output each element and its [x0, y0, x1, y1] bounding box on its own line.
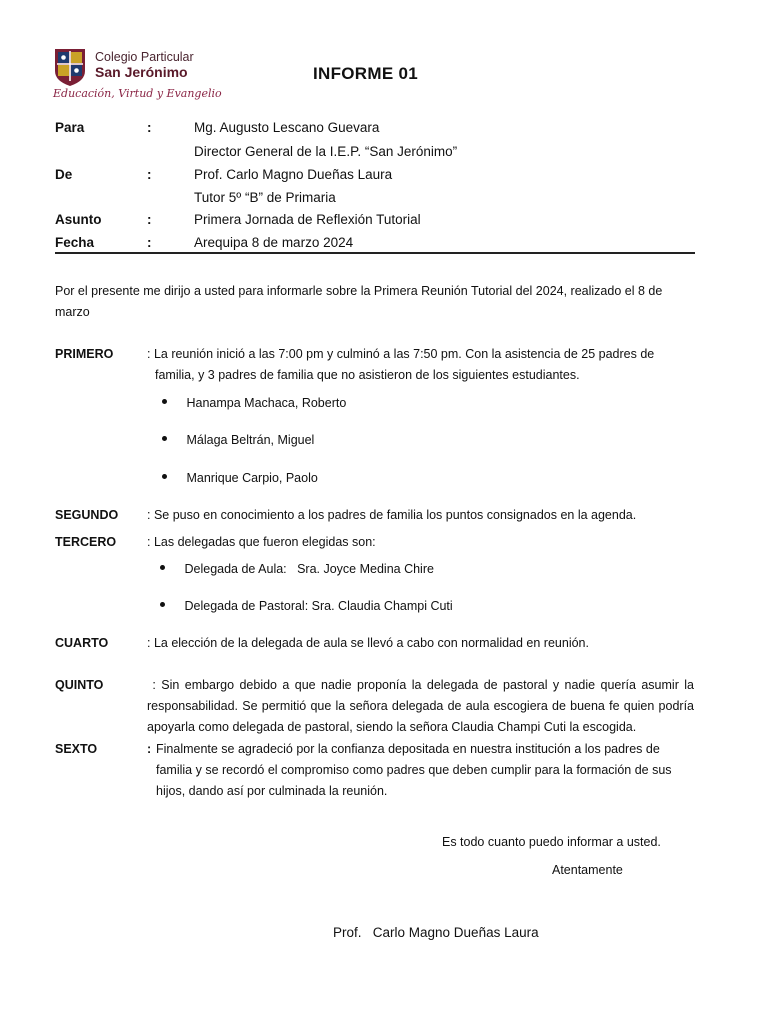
delegate-text: Delegada de Aula: Sra. Joyce Medina Chire	[184, 562, 434, 576]
sexto-text-line1: Finalmente se agradeció por la confianza depositada en nuestra institución a los padres de	[156, 742, 660, 756]
delegate-text: Delegada de Pastoral: Sra. Claudia Champi Cuti	[184, 599, 453, 613]
bullet-icon	[162, 399, 167, 404]
asunto-label: Asunto	[55, 212, 102, 227]
para-colon: :	[147, 120, 152, 135]
fecha-colon: :	[147, 235, 152, 250]
report-title: INFORME 01	[313, 64, 419, 83]
sexto-colon: :	[147, 742, 152, 756]
school-shield-icon	[53, 47, 87, 87]
segundo-label: SEGUNDO	[55, 508, 119, 522]
delegate-item	[160, 596, 453, 617]
school-name-line2: San Jerónimo	[95, 64, 188, 80]
fecha-label: Fecha	[55, 235, 95, 250]
closing-line: Es todo cuanto puedo informar a usted.	[442, 835, 661, 849]
bullet-icon	[162, 436, 167, 441]
absent-student-item	[162, 393, 346, 414]
fecha-value: Arequipa 8 de marzo 2024	[194, 235, 354, 250]
header-divider	[55, 252, 695, 254]
para-label: Para	[55, 120, 85, 135]
intro-paragraph: Por el presente me dirijo a usted para informarle sobre la Primera Reunión Tutorial del 2024, realizado el 8 de marzo	[55, 284, 663, 319]
signature-name: Prof. Carlo Magno Dueñas Laura	[333, 925, 539, 940]
absent-student-item	[162, 468, 318, 489]
primero-text-line2: familia, y 3 padres de familia que no asistieron de los siguientes estudiantes.	[155, 368, 580, 382]
delegate-item	[160, 559, 434, 580]
de-label: De	[55, 167, 73, 182]
school-name-line1: Colegio Particular	[95, 50, 194, 64]
tercero-text: : Las delegadas que fueron elegidas son:	[147, 535, 376, 549]
absent-student-name: Manrique Carpio, Paolo	[186, 471, 318, 485]
de-colon: :	[147, 167, 152, 182]
cuarto-text: : La elección de la delegada de aula se llevó a cabo con normalidad en reunión.	[147, 636, 589, 650]
para-value: Mg. Augusto Lescano Guevara	[194, 120, 380, 135]
cuarto-label: CUARTO	[55, 636, 109, 650]
primero-text-line1: : La reunión inició a las 7:00 pm y culminó a las 7:50 pm. Con la asistencia de 25 padres de	[147, 347, 655, 361]
bullet-icon	[160, 602, 165, 607]
tercero-label: TERCERO	[55, 535, 117, 549]
absent-student-name: Hanampa Machaca, Roberto	[186, 396, 347, 410]
para-value-title: Director General de la I.E.P. “San Jerónimo”	[194, 144, 458, 159]
sexto-text-line3: hijos, dando así por culminada la reunión.	[156, 784, 388, 798]
asunto-colon: :	[147, 212, 152, 227]
bullet-icon	[160, 565, 165, 570]
primero-label: PRIMERO	[55, 347, 114, 361]
de-value: Prof. Carlo Magno Dueñas Laura	[194, 167, 393, 182]
bullet-icon	[162, 474, 167, 479]
school-motto: Educación, Virtud y Evangelio	[53, 87, 222, 100]
closing-regards: Atentamente	[552, 863, 623, 877]
de-value-role: Tutor 5º “B” de Primaria	[194, 190, 336, 205]
quinto-text: : Sin embargo debido a que nadie proponía la delegada de pastoral y nadie quería asumir la responsabilidad. Se permitió que la señora delegada de aula escogiera de buena fe quien podría apoyarla como delegada de pastoral, siendo la señora Claudia Champi Cuti la escogida.	[147, 678, 698, 734]
segundo-text: : Se puso en conocimiento a los padres de familia los puntos consignados en la agenda.	[147, 508, 637, 522]
absent-student-name: Málaga Beltrán, Miguel	[186, 433, 315, 447]
sexto-label: SEXTO	[55, 742, 98, 756]
absent-student-item	[162, 430, 314, 451]
quinto-label: QUINTO	[55, 678, 104, 692]
school-logo	[52, 45, 222, 105]
asunto-value: Primera Jornada de Reflexión Tutorial	[194, 212, 421, 227]
sexto-text-line2: familia y se recordó el compromiso como padres que deben cumplir para la formación de sus	[156, 763, 672, 777]
